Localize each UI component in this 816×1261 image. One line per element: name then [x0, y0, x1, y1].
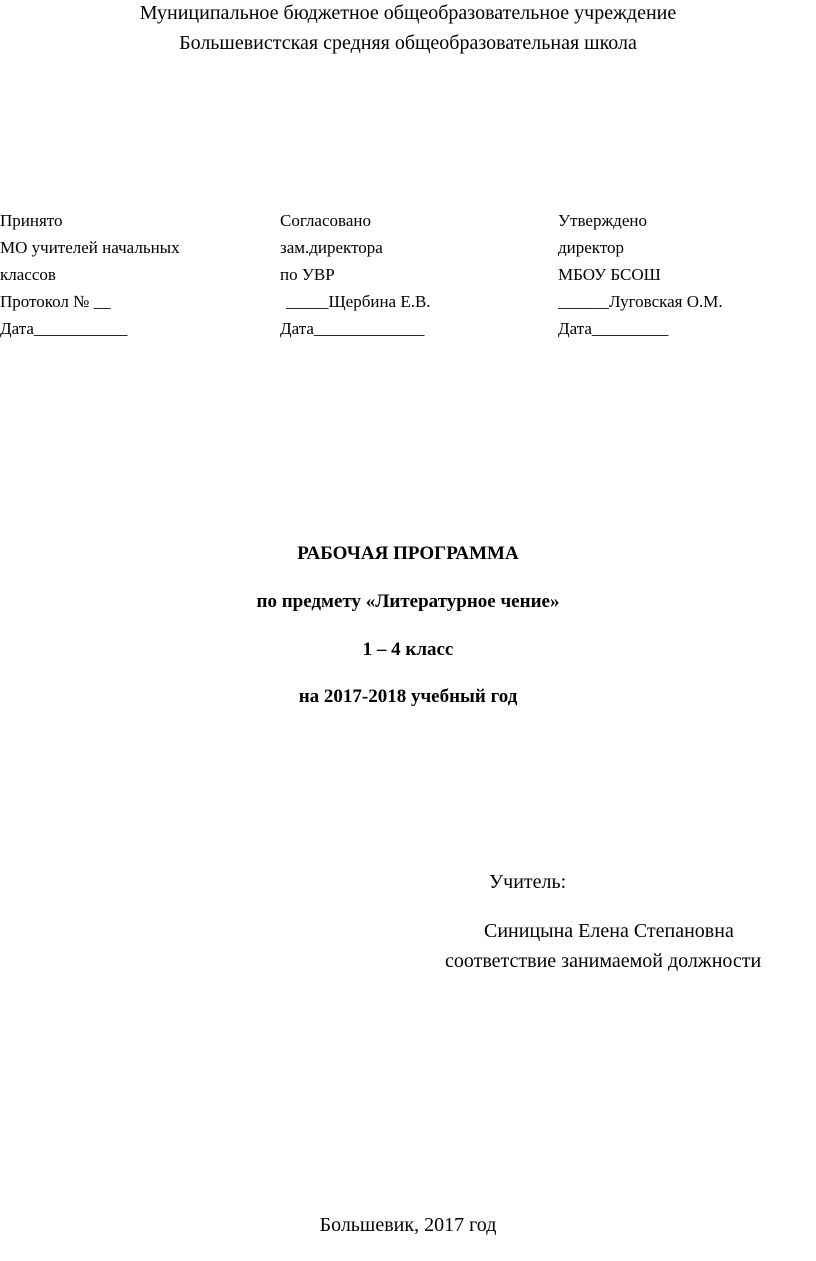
agreed-body-line: зам.директора: [280, 238, 383, 257]
teacher-name: Синицына Елена Степановна: [484, 920, 734, 942]
approved-heading: Утверждено: [558, 211, 647, 230]
teacher-label: Учитель:: [489, 871, 567, 893]
approved-column: [558, 207, 723, 342]
agreed-date-line: Дата_____________: [280, 319, 425, 338]
accepted-body-line: классов: [0, 265, 56, 284]
accepted-protocol-line: Протокол № __: [0, 292, 111, 311]
accepted-column: [0, 207, 180, 342]
footer-place-year: Большевик, 2017 год: [319, 1214, 497, 1236]
agreed-column: [280, 207, 431, 342]
approved-body-line: МБОУ БСОШ: [558, 265, 661, 284]
program-title: РАБОЧАЯ ПРОГРАММА: [297, 543, 519, 564]
approved-body-line: директор: [558, 238, 625, 257]
agreed-signature-line: _____Щербина Е.В.: [286, 292, 431, 311]
approved-signature-line: ______Луговская О.М.: [558, 292, 723, 311]
accepted-heading: Принято: [0, 211, 63, 230]
teacher-qualification: соответствие занимаемой должности: [445, 950, 762, 972]
agreed-heading: Согласовано: [280, 211, 371, 230]
accepted-date-line: Дата___________: [0, 319, 128, 338]
school-name-line: Большевистская средняя общеобразовательная школа: [179, 32, 637, 54]
program-subject: по предмету «Литературное чение»: [256, 591, 560, 612]
program-grades: 1 – 4 класс: [362, 639, 454, 660]
school-type-line: Муниципальное бюджетное общеобразовательное учреждение: [139, 2, 677, 24]
agreed-body-line: по УВР: [280, 265, 335, 284]
accepted-body-line: МО учителей начальных: [0, 238, 180, 257]
approved-date-line: Дата_________: [558, 319, 669, 338]
program-year: на 2017-2018 учебный год: [298, 686, 518, 707]
